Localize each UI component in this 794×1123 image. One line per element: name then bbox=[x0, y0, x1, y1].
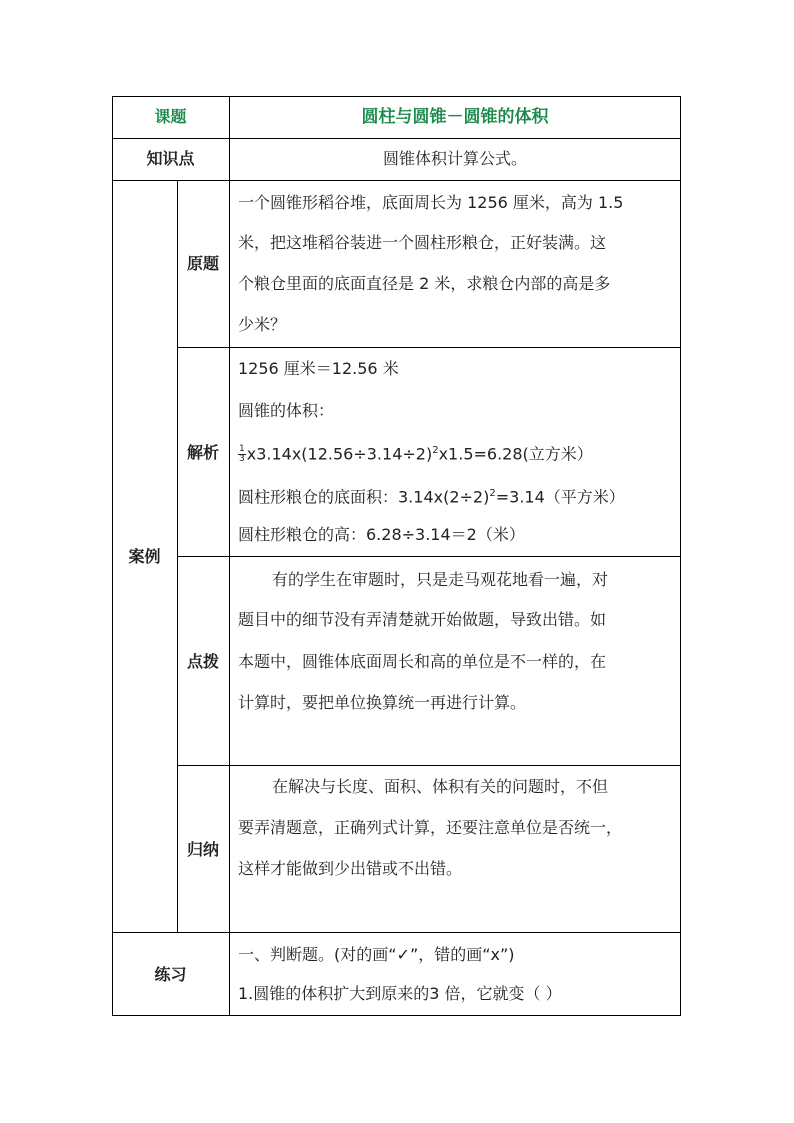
row-divider bbox=[112, 180, 681, 181]
fraction-one-third: $\frac{1}{3}$ bbox=[239, 444, 245, 465]
table-border-top bbox=[112, 96, 681, 97]
summary-label: 归纳 bbox=[186, 840, 219, 859]
column-divider bbox=[229, 96, 230, 1016]
tips-line: 计算时，要把单位换算统一再进行计算。 bbox=[238, 693, 527, 712]
analysis-line: 圆柱形粮仓的底面积：$3.14x(2\div 2)^2=3.14$（平方米） bbox=[238, 487, 625, 507]
case-label: 案例 bbox=[128, 547, 161, 566]
analysis-label: 解析 bbox=[186, 443, 219, 462]
row-divider bbox=[112, 932, 681, 933]
analysis-line: 1256 厘米＝12.56 米 bbox=[238, 359, 399, 378]
analysis-formula: $\frac{1}{3}$ $x3.14x(12.56\div 3.14\div 2)^2x1.5=6.28$(立方米） bbox=[239, 444, 593, 465]
row-divider bbox=[112, 138, 681, 139]
analysis-line: 圆柱形粮仓的高：6.28÷3.14＝2（米） bbox=[238, 525, 525, 544]
topic-label: 课题 bbox=[154, 107, 187, 126]
column-divider bbox=[177, 180, 178, 933]
summary-line: 这样才能做到少出错或不出错。 bbox=[238, 859, 463, 878]
original-line: 米，把这堆稻谷装进一个圆柱形粮仓，正好装满。这 bbox=[238, 233, 607, 252]
tips-label: 点拨 bbox=[186, 652, 219, 671]
row-divider bbox=[177, 556, 681, 557]
tips-line: 题目中的细节没有弄清楚就开始做题，导致出错。如 bbox=[238, 610, 607, 629]
original-line: 个粮仓里面的底面直径是 2 米，求粮仓内部的高是多 bbox=[238, 274, 611, 293]
practice-label: 练习 bbox=[154, 965, 187, 984]
original-line: 少米？ bbox=[238, 315, 287, 334]
practice-line: 一、判断题。(对的画“✓”，错的画“x”) bbox=[238, 945, 515, 964]
knowledge-value: 圆锥体积计算公式。 bbox=[382, 149, 527, 168]
row-divider bbox=[177, 765, 681, 766]
knowledge-label: 知识点 bbox=[146, 149, 195, 168]
practice-line: 1.圆锥的体积扩大到原来的3 倍，它就变（ ） bbox=[238, 984, 562, 1003]
tips-line: 有的学生在审题时，只是走马观花地看一遍，对 bbox=[272, 570, 609, 589]
topic-title: 圆柱与圆锥－圆锥的体积 bbox=[361, 107, 549, 127]
original-label: 原题 bbox=[186, 254, 219, 273]
tips-line: 本题中，圆锥体底面周长和高的单位是不一样的，在 bbox=[238, 652, 607, 671]
original-line: 一个圆锥形稻谷堆，底面周长为 1256 厘米，高为 1.5 bbox=[238, 193, 624, 212]
summary-line: 在解决与长度、面积、体积有关的问题时，不但 bbox=[272, 777, 609, 796]
table-border-bottom bbox=[112, 1015, 681, 1016]
analysis-line: 圆锥的体积： bbox=[238, 401, 335, 420]
summary-line: 要弄清题意，正确列式计算，还要注意单位是否统一， bbox=[238, 818, 623, 837]
row-divider bbox=[177, 347, 681, 348]
